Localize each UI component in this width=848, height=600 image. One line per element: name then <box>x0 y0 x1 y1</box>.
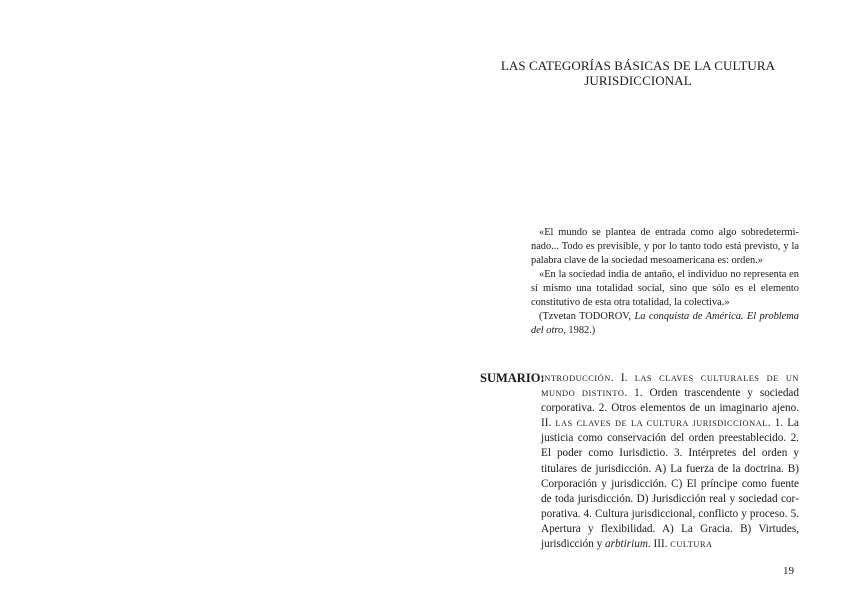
summary-section-3: CULTURA <box>670 540 713 550</box>
chapter-title <box>468 58 808 88</box>
summary-section-intro: INTRODUCCIÓN <box>541 374 611 383</box>
epigraph-quote-1: «El mundo se plantea de entrada como algo sobredeterminado... Todo es previsible, y por lo tanto todo está previsto, y la palabra clave de la sociedad mesoamericana es: orden.» <box>531 227 799 266</box>
epigraph-citation <box>531 310 799 338</box>
summary-text: . 1. Orden trascendente y sociedad corporativa. 2. Otros elementos de un imaginario ajeno. II. <box>541 387 799 430</box>
page-number: 19 <box>783 565 794 577</box>
summary-italic-term: arbtirium <box>605 538 648 551</box>
summary-section-2: LAS CLAVES DE LA CULTURA JURISDICCIONAL <box>555 419 768 429</box>
summary-section-1: LAS CLAVES CULTURALES DE UN MUNDO DISTINTO <box>541 374 799 399</box>
epigraph-quote-2: «En la sociedad india de antaño, el individuo no representa en sí mismo una totalidad social, sino que sólo es el elemento constitutivo de esta otra totalidad, la colectiva.» <box>531 269 799 308</box>
summary-body <box>541 371 799 552</box>
summary-text: . 1. La justicia como conservación del orden preestablecido. 2. El poder como Iurisdictio. 3. Intérpretes del orden y titulares de jurisdicción. A) La fuerza de la doctrina. B) Corporación y jurisdicción. C) El príncipe como fuente de toda jurisdicción. D) Jurisdicción real y sociedad corporativa. 4. Cultura jurisdiccional, conflicto y proceso. 5. Apertura y flexibilidad. A) La Gracia. B) Virtudes, jurisdicción y <box>541 417 799 551</box>
chapter-title-line-2: JURISDICCIONAL <box>584 73 692 88</box>
citation-author: (Tzvetan TODOROV, <box>539 311 635 322</box>
chapter-title-line-1: LAS CATEGORÍAS BÁSICAS DE LA CULTURA <box>500 58 776 73</box>
summary-text: . III. <box>647 538 671 551</box>
summary-label: SUMARIO: <box>480 371 545 385</box>
epigraph <box>531 226 799 338</box>
citation-year: , 1982.) <box>563 325 596 336</box>
summary-text: . I. <box>610 372 635 384</box>
citation-work-title: La conquista de América. El problema del otro <box>531 311 799 336</box>
